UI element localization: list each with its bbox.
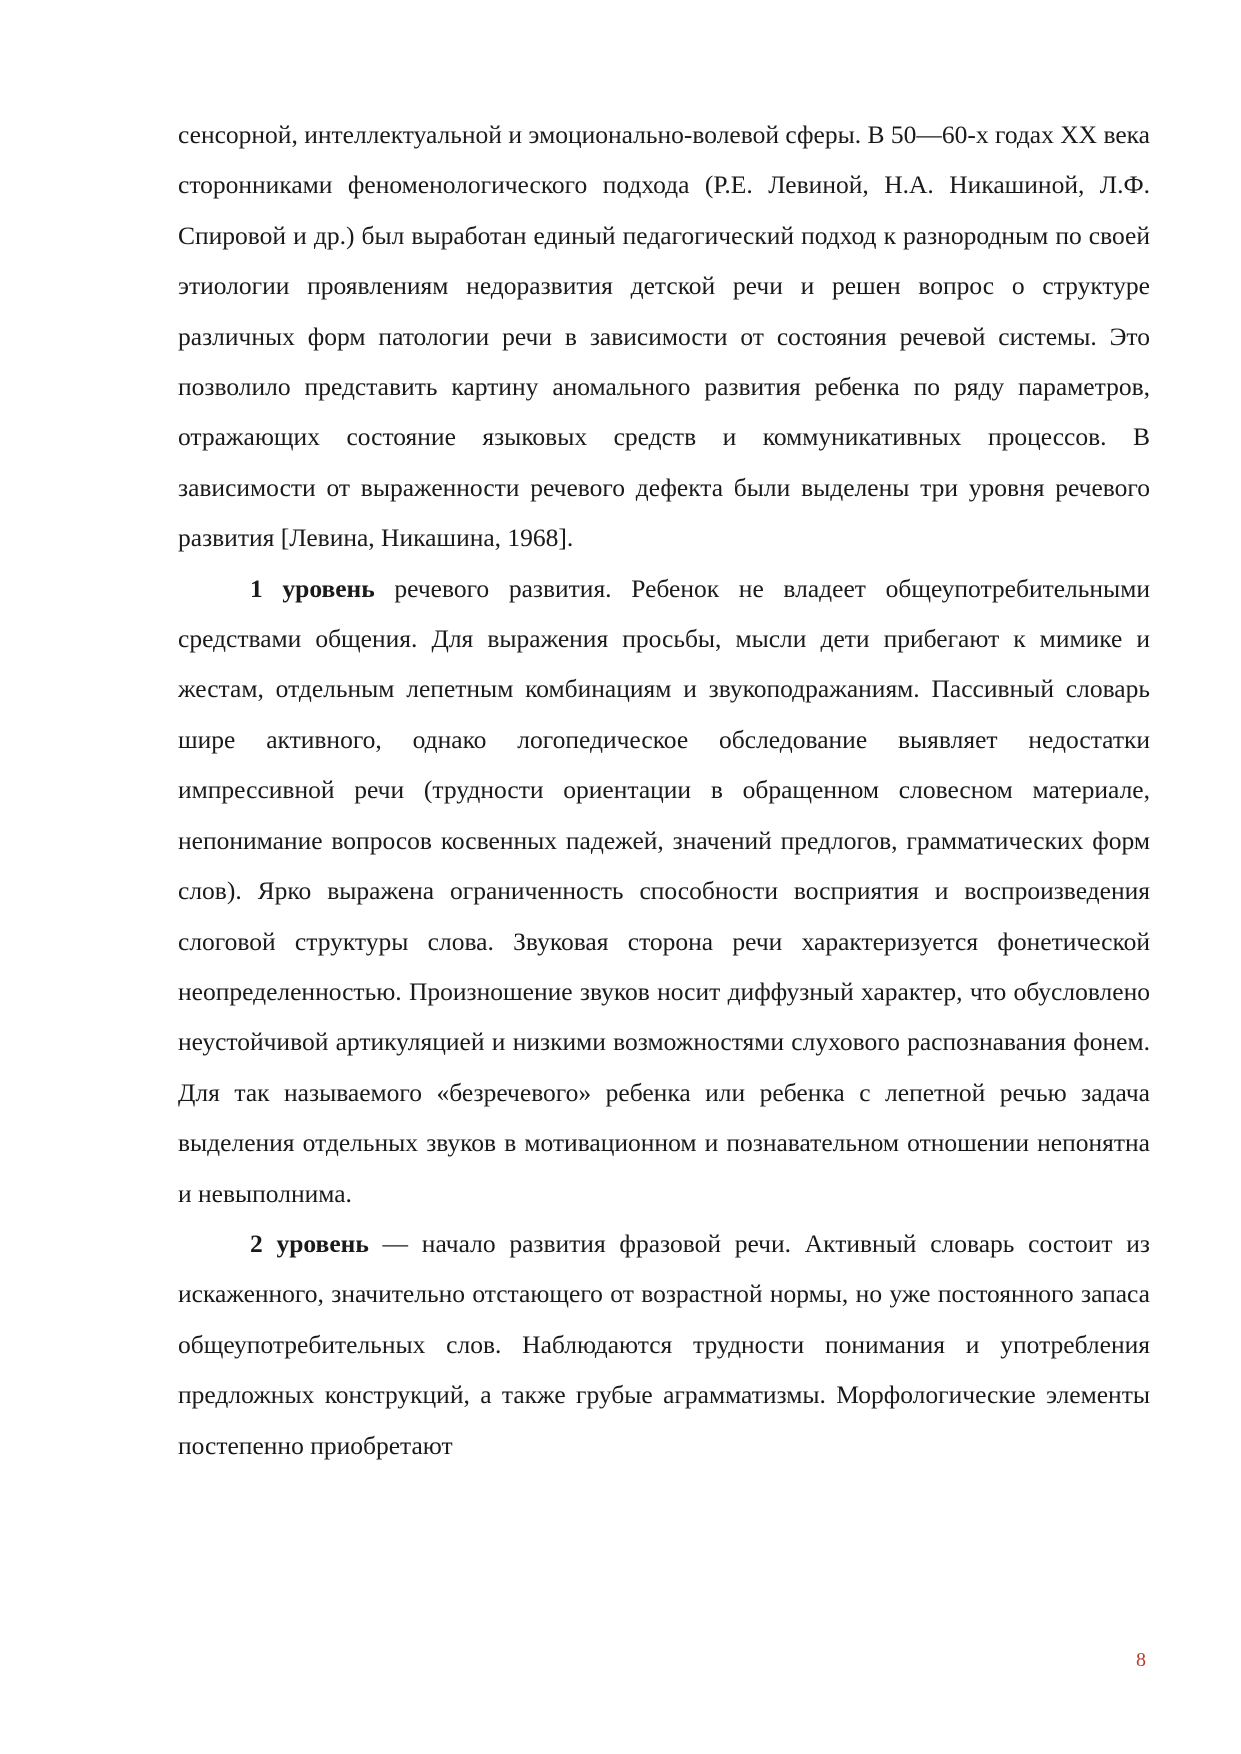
paragraph-level-2 — [178, 1219, 1150, 1471]
paragraph-level-1 — [178, 564, 1150, 1219]
document-body — [178, 110, 1150, 1471]
paragraph-intro-continuation — [178, 110, 1150, 564]
paragraph-text: речевого развития. Ребенок не владеет общеупотребительными средствами общения. Для выражения просьбы, мысли дети прибегают к мимике и жестам, отдельным лепетным комбинациям и звукоподражаниям. Пассивный словарь шире активного, однако логопедическое обследование выявляет недостатки импрессивной речи (трудности ориентации в обращенном словесном материале, непонимание вопросов косвенных падежей, значений предлогов, грамматических форм слов). Ярко выражена ограниченность способности восприятия и воспроизведения слоговой структуры слова. Звуковая сторона речи характеризуется фонетической неопределенностью. Произношение звуков носит диффузный характер, что обусловлено неустойчивой артикуляцией и низкими возможностями слухового распознавания фонем. Для так называемого «безречевого» ребенка или ребенка с лепетной речью задача выделения отдельных звуков в мотивационном и познавательном отношении непонятна и невыполнима. — [178, 573, 1150, 1208]
page-number: 8 — [1136, 1649, 1146, 1671]
paragraph-heading-level-2: 2 уровень — [250, 1228, 369, 1258]
paragraph-text: сенсорной, интеллектуальной и эмоционально-волевой сферы. В 50—60-х годах XX века сторонниками феноменологического подхода (Р.Е. Левиной, Н.А. Никашиной, Л.Ф. Спировой и др.) был выработан единый педагогический подход к разнородным по своей этиологии проявлениям недоразвития детской речи и решен вопрос о структуре различных форм патологии речи в зависимости от состояния речевой системы. Это позволило представить картину аномального развития ребенка по ряду параметров, отражающих состояние языковых средств и коммуникативных процессов. В зависимости от выраженности речевого дефекта были выделены три уровня речевого развития [Левина, Никашина, 1968]. — [178, 120, 1150, 553]
paragraph-text: — начало развития фразовой речи. Активный словарь состоит из искаженного, значительно отстающего от возрастной нормы, но уже постоянного запаса общеупотребительных слов. Наблюдаются трудности понимания и употребления предложных конструкций, а также грубые аграмматизмы. Морфологические элементы постепенно приобретают — [178, 1228, 1150, 1460]
paragraph-heading-level-1: 1 уровень — [250, 573, 375, 603]
